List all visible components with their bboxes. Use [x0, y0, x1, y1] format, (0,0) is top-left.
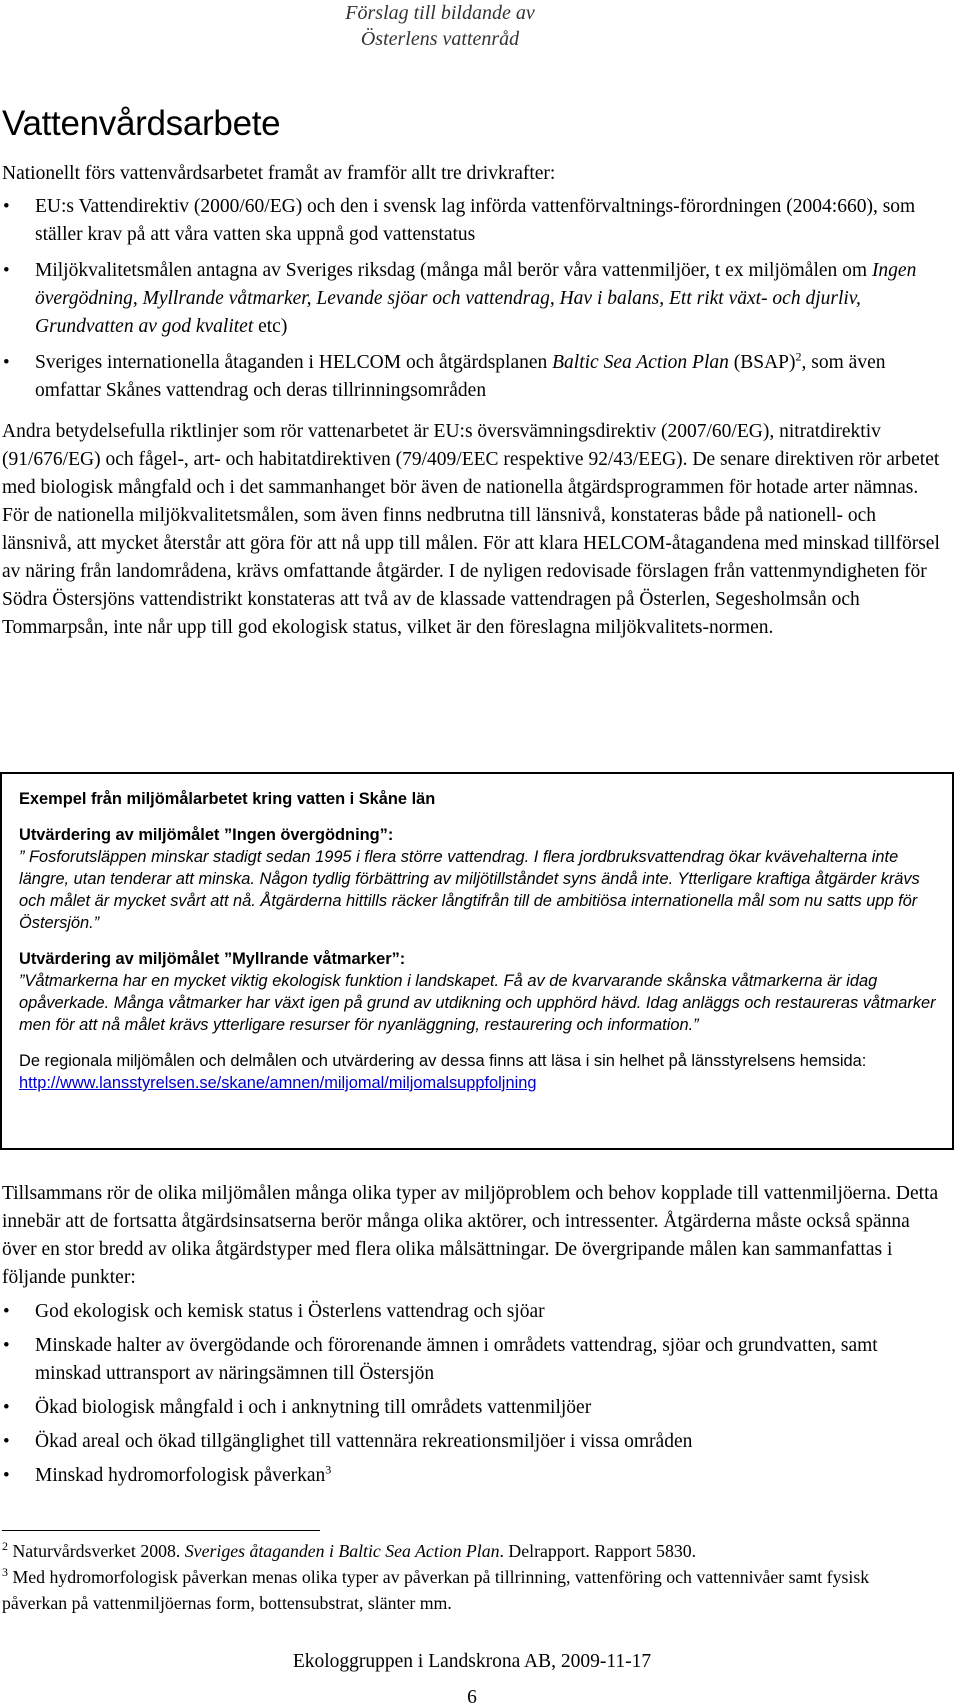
drivers-list — [0, 193, 935, 413]
footnotes — [2, 1538, 932, 1616]
footnote-text: Naturvårdsverket 2008. — [8, 1541, 185, 1561]
list-item — [0, 1394, 935, 1422]
footnote-ref-3: 3 — [325, 1462, 332, 1477]
list-item — [0, 257, 935, 341]
box-footer-text: De regionala miljömålen och delmålen och utvärdering av dessa finns att läsa i sin helhet på länsstyrelsens hemsida: — [19, 1052, 867, 1070]
box-title: Exempel från miljömålarbetet kring vatten i Skåne län — [19, 790, 436, 808]
list-item-text: Minskade halter av övergödande och förorenande ämnen i områdets vattendrag, sjöar och grundvatten, samt minskad uttransport av näringsämnen till Östersjön — [35, 1335, 878, 1384]
box-quote-2: ”Våtmarkerna har en mycket viktig ekologisk funktion i landskapet. Få av de kvarvarande skånska våtmarkerna är idag opåverkade. Många våtmarker har växt igen på grund av utdikning och upphörd hävd. Idag anläggs och restaureras våtmarker men för att nå målet krävs ytterligare resurser för nyanläggning, restaurering och information.” — [19, 972, 936, 1034]
list-item — [0, 1298, 935, 1326]
lansstyrelsen-link[interactable]: http://www.lansstyrelsen.se/skane/amnen/miljomal/miljomalsuppfoljning — [19, 1074, 537, 1092]
intro-paragraph: Nationellt förs vattenvårdsarbetet framåt av framför allt tre drivkrafter: — [2, 163, 556, 184]
list-item-text: Miljökvalitetsmålen antagna av Sveriges riksdag (många mål berör våra vattenmiljöer, t ex miljömålen om — [35, 260, 872, 281]
bullet-icon: • — [3, 196, 10, 217]
footnote-2 — [2, 1538, 932, 1564]
list-item-text-end: , som även omfattar Skånes vattendrag och deras tillrinningsområden — [35, 352, 886, 401]
header-line-2: Österlens vattenråd — [360, 28, 520, 50]
box-quote-1: ” Fosforutsläppen minskar stadigt sedan 1995 i flera större vattendrag. I flera jordbruksvattendrag ökar kvävehalterna inte längre, utan tenderar att minska. Någon tydlig förbättring av miljötillståndet syns ändå inte. Ytterligare kraftiga åtgärder krävs och målet är mycket svårt att nå. Åtgärderna hittills räcker långtifrån till de ambitiösa internationella mål som nu satts upp för Östersjön.” — [19, 848, 920, 932]
bullet-icon: • — [3, 1431, 10, 1452]
goals-list — [0, 1298, 935, 1496]
list-item-text: EU:s Vattendirektiv (2000/60/EG) och den i svensk lag införda vattenförvaltnings-förordningen (2004:660), som ställer krav på att våra vatten ska uppnå god vattenstatus — [35, 196, 916, 245]
bullet-icon: • — [3, 1301, 10, 1322]
footnote-number: 3 — [2, 1565, 8, 1580]
box-footer — [19, 1050, 944, 1094]
list-item — [0, 1428, 935, 1456]
list-item-text: Ökad areal och ökad tillgänglighet till vattennära rekreationsmiljöer i vissa områden — [35, 1431, 693, 1452]
list-item — [0, 349, 935, 405]
list-item-italic: Baltic Sea Action Plan — [552, 352, 729, 373]
list-item — [0, 193, 935, 249]
footnote-divider — [2, 1530, 320, 1531]
bullet-icon: • — [3, 260, 10, 281]
section-title: Vattenvårdsarbete — [2, 104, 281, 143]
bullet-icon: • — [3, 1335, 10, 1356]
directives-paragraph: Andra betydelsefulla riktlinjer som rör vattenarbetet är EU:s översvämningsdirektiv (2007/60/EG), nitratdirektiv (91/676/EG) och fågel-, art- och habitatdirektiven (79/409/EEC respektive 92/43/EEG). De senare direktiven rör arbetet med biologisk mångfald och i det sammanhanget bör även de nationella åtgärdsprogrammen för hotade arter nämnas. För de nationella miljökvalitetsmålen, som även finns nedbrutna till länsnivå, konstateras både på nationell- och länsnivå, att mycket återstår att göra för att nå upp till målen. För att klara HELCOM-åtagandena med minskad tillförsel av näring från landområdena, krävs omfattande åtgärder. I de nyligen redovisade förslagen från vattenmyndigheten för Södra Östersjöns vattendistrikt konstateras att två av de klassade vattendragen på Österlen, Segesholmsån och Tommarpsån, inte når upp till god ekologisk status, vilket är den föreslagna miljökvalitets-normen. — [2, 421, 940, 638]
bullet-icon: • — [3, 352, 10, 373]
running-header — [270, 0, 610, 52]
page-number: 6 — [467, 1687, 477, 1708]
box-subheading-2: Utvärdering av miljömålet ”Myllrande våtmarker”: — [19, 950, 406, 968]
list-item-text: Minskad hydromorfologisk påverkan — [35, 1465, 326, 1486]
footnote-text: Med hydromorfologisk påverkan menas olika typer av påverkan på tillrinning, vattenföring och vattennivåer samt fysisk påverkan på vattenmiljöernas form, bottensubstrat, slänter mm. — [2, 1567, 870, 1613]
bullet-icon: • — [3, 1397, 10, 1418]
goals-paragraph: Tillsammans rör de olika miljömålen många olika typer av miljöproblem och behov kopplade till vattenmiljöerna. Detta innebär att de fortsatta åtgärdsinsatserna berör många olika aktörer, och intressenter. Åtgärderna måste också spänna över en stor bredd av olika åtgärdstyper med flera olika målsättningar. De övergripande målen kan sammanfattas i följande punkter: — [2, 1183, 939, 1288]
footnote-italic: Sveriges åtaganden i Baltic Sea Action Plan — [184, 1541, 500, 1561]
list-item-italic: Ingen övergödning, Myllrande våtmarker, Levande sjöar och vattendrag, Hav i balans, Ett rikt växt- och djurliv, Grundvatten av god kvalitet — [35, 260, 917, 337]
footnote-number: 2 — [2, 1539, 8, 1554]
box-subheading-1: Utvärdering av miljömålet ”Ingen övergödning”: — [19, 826, 394, 844]
list-item-text-mid: (BSAP) — [728, 352, 796, 373]
list-item-text: Sveriges internationella åtaganden i HELCOM och åtgärdsplanen — [35, 352, 553, 373]
list-item-text-end: etc) — [253, 316, 288, 337]
list-item-text: God ekologisk och kemisk status i Österlens vattendrag och sjöar — [35, 1301, 545, 1322]
list-item — [0, 1462, 935, 1490]
example-box — [0, 772, 954, 1150]
footnote-text-end: . Delrapport. Rapport 5830. — [499, 1541, 697, 1561]
header-line-1: Förslag till bildande av — [345, 2, 535, 24]
list-item — [0, 1332, 935, 1388]
bullet-icon: • — [3, 1465, 10, 1486]
list-item-text: Ökad biologisk mångfald i och i anknytning till områdets vattenmiljöer — [35, 1397, 592, 1418]
footnote-3 — [2, 1564, 932, 1616]
footnote-ref-2: 2 — [795, 349, 802, 364]
page-footer: Ekologgruppen i Landskrona AB, 2009-11-17 — [292, 1651, 652, 1672]
